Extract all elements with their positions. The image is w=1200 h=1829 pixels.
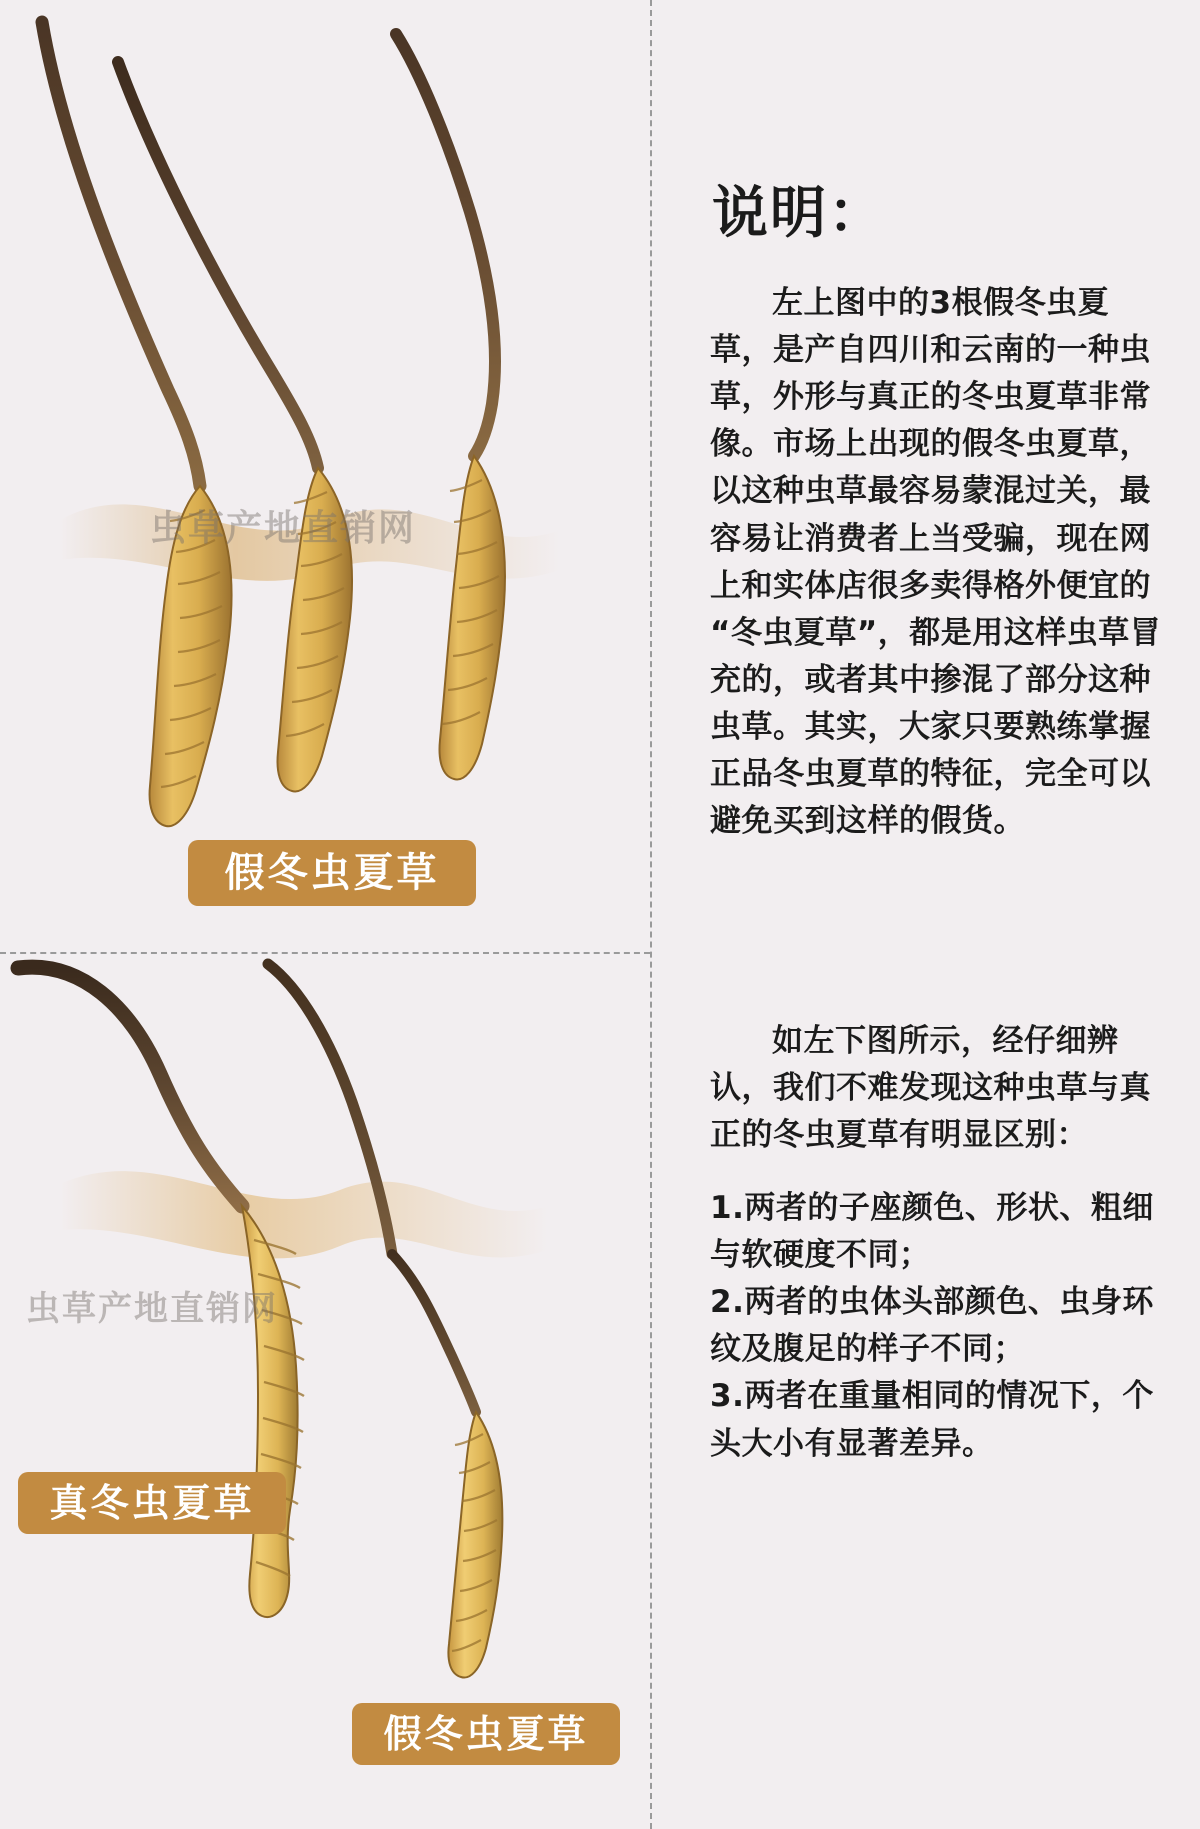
page-title: 说明： [712,181,886,246]
fake-specimen-illustration [0,0,650,952]
caption-fake-top: 假冬虫夏草 [188,840,476,906]
caption-fake-bottom: 假冬虫夏草 [352,1703,620,1765]
watermark-bottom: 虫草产地直销网 [26,1289,278,1329]
difference-list [710,1185,1180,1468]
explanation-bottom-panel [652,954,1200,1829]
fake-cordyceps-photo-panel [0,0,650,952]
list-item: 2.两者的虫体头部颜色、虫身环纹及腹足的样子不同； [710,1284,1154,1368]
caption-real: 真冬虫夏草 [18,1472,286,1534]
list-item: 3.两者在重量相同的情况下，个头大小有显著差异。 [710,1378,1154,1462]
explanation-top-panel [652,0,1200,952]
explanation-paragraph-top: 左上图中的3根假冬虫夏草，是产自四川和云南的一种虫草，外形与真正的冬虫夏草非常像。市场上出现的假冬虫夏草，以这种虫草最容易蒙混过关，最容易让消费者上当受骗，现在网上和实体店很多卖得格外便宜的“冬虫夏草”，都是用这样虫草冒充的，或者其中掺混了部分这种虫草。其实，大家只要熟练掌握正品冬虫夏草的特征，完全可以避免买到这样的假货。 [710,285,1162,840]
real-vs-fake-photo-panel [0,954,650,1829]
real-specimen-illustration [0,954,650,1829]
watermark-top: 虫草产地直销网 [150,508,417,549]
explanation-paragraph-bottom: 如左下图所示，经仔细辨认，我们不难发现这种虫草与真正的冬虫夏草有明显区别： [710,1023,1151,1154]
list-item: 1.两者的子座颜色、形状、粗细与软硬度不同； [710,1190,1154,1274]
